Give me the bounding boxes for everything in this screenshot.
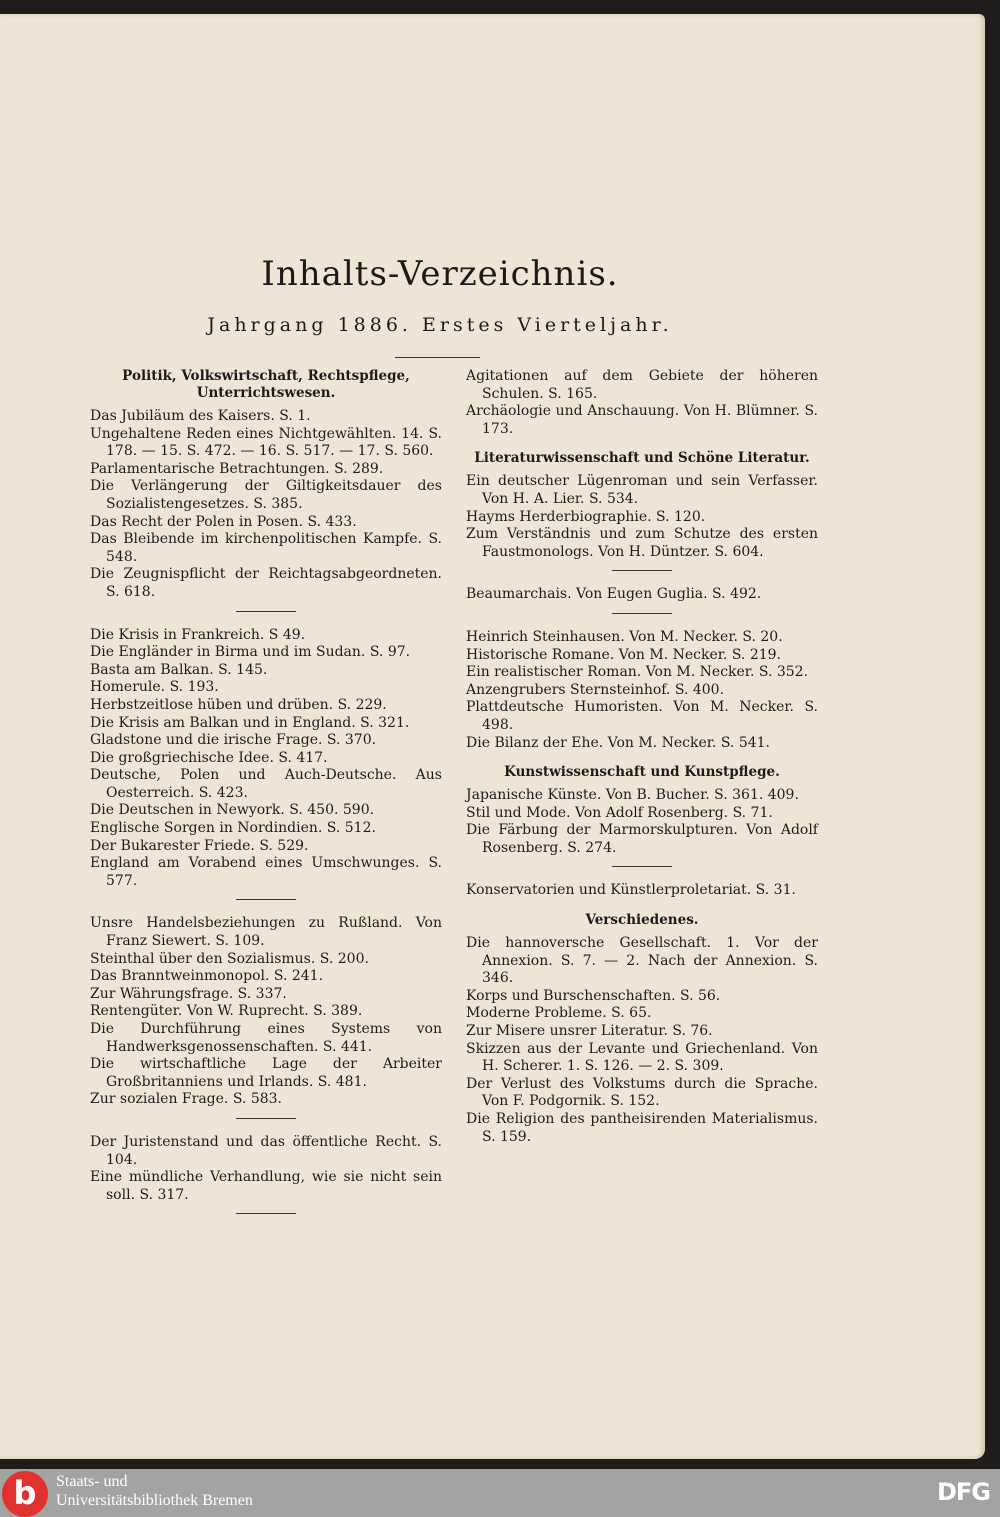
divider [236, 1213, 296, 1214]
toc-entry: Steinthal über den Sozialismus. S. 200. [90, 950, 369, 967]
toc-entry: Basta am Balkan. S. 145. [90, 661, 268, 678]
toc-entry: Eine mündliche Verhandlung, wie sie nicht sein soll. S. 317. [90, 1169, 442, 1203]
toc-entry: Rentengüter. Von W. Ruprecht. S. 389. [90, 1003, 363, 1020]
toc-entry: Anzengrubers Sternsteinhof. S. 400. [466, 681, 725, 698]
toc-entry: Parlamentarische Betrachtungen. S. 289. [90, 460, 384, 477]
toc-entry: Zur sozialen Frage. S. 583. [90, 1091, 282, 1108]
entry-group [90, 408, 442, 602]
toc-entry: Die Religion des pantheisirenden Materialismus. S. 159. [466, 1111, 818, 1145]
toc-entry: Das Branntweinmonopol. S. 241. [90, 968, 324, 985]
section-heading-literature: Literaturwissenschaft und Schöne Literatur. [474, 450, 810, 467]
toc-entry: Stil und Mode. Von Adolf Rosenberg. S. 71. [466, 804, 773, 821]
toc-entry: Herbstzeitlose hüben und drüben. S. 229. [90, 696, 387, 713]
toc-entry: Heinrich Steinhausen. Von M. Necker. S. 20. [466, 628, 783, 645]
toc-entry: England am Vorabend eines Umschwunges. S. 577. [90, 855, 442, 889]
section-heading-misc: Verschiedenes. [585, 912, 699, 929]
toc-entry: Die hannoversche Gesellschaft. 1. Vor der Annexion. S. 7. — 2. Nach der Annexion. S. 346. [466, 935, 818, 987]
library-name[interactable] [56, 1472, 253, 1510]
entry-group [466, 935, 818, 1146]
toc-entry: Das Jubiläum des Kaisers. S. 1. [90, 408, 311, 424]
toc-entry: Homerule. S. 193. [90, 679, 219, 696]
toc-entry: Das Recht der Polen in Posen. S. 433. [90, 513, 357, 530]
library-logo-icon[interactable]: b [2, 1471, 48, 1517]
divider [612, 570, 672, 571]
toc-entry: Die Verlängerung der Giltigkeitsdauer des Sozialistengesetzes. S. 385. [90, 478, 442, 512]
toc-entry: Die wirtschaftliche Lage der Arbeiter Großbritanniens und Irlands. S. 481. [90, 1056, 442, 1090]
divider [236, 611, 296, 612]
toc-entry: Agitationen auf dem Gebiete der höheren Schulen. S. 165. [466, 368, 818, 402]
toc-entry: Unsre Handelsbeziehungen zu Rußland. Von Franz Siewert. S. 109. [90, 915, 442, 950]
footer-bar [0, 1469, 1000, 1517]
toc-entry: Deutsche, Polen und Auch-Deutsche. Aus Oesterreich. S. 423. [90, 767, 442, 801]
section-heading-art: Kunstwissenschaft und Kunstpflege. [504, 764, 780, 781]
toc-entry: Das Bleibende im kirchenpolitischen Kampfe. S. 548. [90, 531, 442, 565]
toc-entry: Die Krisis in Frankreich. S 49. [90, 626, 306, 643]
left-column [90, 368, 442, 1229]
toc-entry: Gladstone und die irische Frage. S. 370. [90, 732, 377, 749]
toc-entry: Historische Romane. Von M. Necker. S. 219. [466, 646, 781, 663]
toc-entry: Die Deutschen in Newyork. S. 450. 590. [90, 802, 375, 819]
toc-entry: Plattdeutsche Humoristen. Von M. Necker. S. 498. [466, 699, 818, 733]
title-divider [395, 357, 480, 358]
library-name-line2: Universitätsbibliothek Bremen [56, 1492, 253, 1509]
toc-entry: Hayms Herderbiographie. S. 120. [466, 508, 706, 525]
toc-entry: Ein realistischer Roman. Von M. Necker. S. 352. [466, 664, 809, 681]
divider [236, 899, 296, 900]
toc-entry: Der Verlust des Volkstums durch die Sprache. Von F. Podgornik. S. 152. [466, 1075, 818, 1110]
entry-group [466, 473, 818, 561]
toc-entry: Englische Sorgen in Nordindien. S. 512. [90, 820, 376, 837]
toc-entry: Beaumarchais. Von Eugen Guglia. S. 492. [466, 586, 762, 603]
toc-entry: Der Bukarester Friede. S. 529. [90, 837, 309, 854]
toc-entry: Konservatorien und Künstlerproletariat. S. 31. [466, 882, 796, 899]
document-page [0, 14, 985, 1459]
entry-group [466, 629, 818, 752]
page-subtitle: Jahrgang 1886. Erstes Vierteljahr. [207, 314, 673, 336]
toc-entry: Die großgriechische Idee. S. 417. [90, 749, 328, 766]
toc-entry: Zur Währungsfrage. S. 337. [90, 985, 287, 1002]
entry-group [90, 915, 442, 1109]
divider [612, 866, 672, 867]
right-column [466, 368, 818, 1146]
toc-entry: Die Krisis am Balkan und in England. S. 321. [90, 714, 410, 731]
divider [236, 1118, 296, 1119]
entry-group [90, 1134, 442, 1204]
toc-entry: Der Juristenstand und das öffentliche Recht. S. 104. [90, 1133, 442, 1168]
toc-entry: Die Durchführung eines Systems von Handwerksgenossenschaften. S. 441. [90, 1021, 442, 1055]
toc-entry: Japanische Künste. Von B. Bucher. S. 361. 409. [466, 787, 799, 804]
library-name-line1: Staats- und [56, 1473, 128, 1490]
toc-entry: Archäologie und Anschauung. Von H. Blümner. S. 173. [466, 403, 818, 437]
toc-entry: Die Zeugnispflicht der Reichtagsabgeordneten. S. 618. [90, 566, 442, 600]
entry-group [466, 368, 818, 438]
toc-entry: Zur Misere unsrer Literatur. S. 76. [466, 1023, 713, 1040]
entry-group [466, 586, 818, 604]
page-title: Inhalts-Verzeichnis. [261, 254, 619, 294]
toc-entry: Die Engländer in Birma und im Sudan. S. 97. [90, 644, 411, 661]
dfg-logo[interactable]: DFG [936, 1478, 990, 1506]
toc-entry: Moderne Probleme. S. 65. [466, 1005, 652, 1022]
toc-entry: Skizzen aus der Levante und Griechenland. Von H. Scherer. 1. S. 126. — 2. S. 309. [466, 1040, 818, 1075]
entry-group [466, 882, 818, 900]
section-heading-politics: Politik, Volkswirtschaft, Rechtspflege, Unterrichtswesen. [122, 368, 410, 401]
divider [612, 613, 672, 614]
entry-group [466, 787, 818, 857]
entry-group [90, 627, 442, 891]
toc-entry: Die Färbung der Marmorskulpturen. Von Adolf Rosenberg. S. 274. [466, 822, 818, 856]
toc-entry: Zum Verständnis und zum Schutze des ersten Faustmonologs. Von H. Düntzer. S. 604. [466, 526, 818, 560]
toc-entry: Ungehaltene Reden eines Nichtgewählten. 14. S. 178. — 15. S. 472. — 16. S. 517. — 17. S. 560. [90, 425, 442, 460]
toc-entry: Korps und Burschenschaften. S. 56. [466, 987, 721, 1004]
toc-entry: Die Bilanz der Ehe. Von M. Necker. S. 541. [466, 734, 771, 751]
toc-entry: Ein deutscher Lügenroman und sein Verfasser. Von H. A. Lier. S. 534. [466, 473, 818, 507]
